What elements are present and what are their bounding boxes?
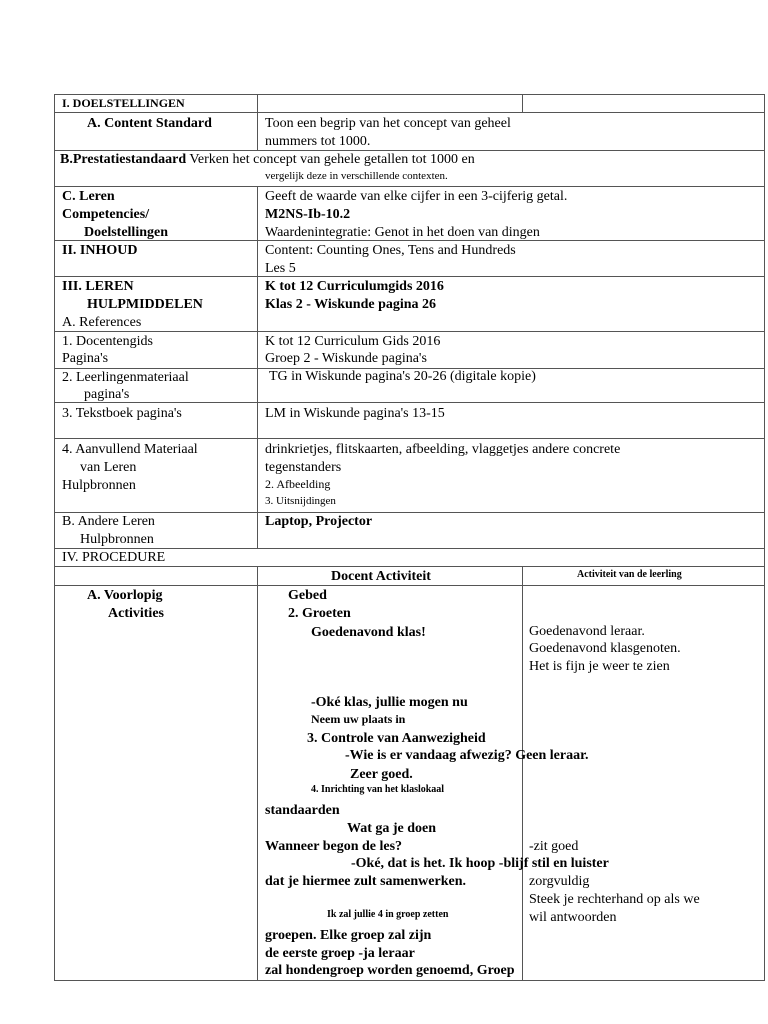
performance-standard-label: B.Prestatiestandaard <box>60 152 187 167</box>
competencies-label: Doelstellingen <box>84 225 168 240</box>
teacher-activity-text: standaarden <box>265 803 340 818</box>
competencies-label: Competencies/ <box>62 207 150 222</box>
table-line <box>54 980 765 981</box>
preliminary-activities-label: A. Voorlopig <box>87 588 163 603</box>
teacher-activity-text: 2. Groeten <box>288 606 351 621</box>
content-standard-text: Toon een begrip van het concept van geheel <box>265 116 511 131</box>
teacher-guide-label: Pagina's <box>62 351 109 366</box>
teacher-activity-text: groepen. Elke groep zal zijn <box>265 928 432 943</box>
additional-material-text: 2. Afbeelding <box>265 477 331 491</box>
curriculum-guide-title: K tot 12 Curriculumgids 2016 <box>265 279 444 294</box>
student-activity-text: -zit goed <box>529 839 579 854</box>
learner-material-label: 2. Leerlingenmateriaal <box>62 370 189 385</box>
student-activity-text: zorgvuldig <box>529 874 590 889</box>
table-line <box>54 276 765 277</box>
competencies-text: Geeft de waarde van elke cijfer in een 3-cijferig getal. <box>265 189 568 204</box>
student-activity-text: wil antwoorden <box>529 910 617 925</box>
student-activity-header: Activiteit van de leerling <box>577 569 682 580</box>
other-resources-label: Hulpbronnen <box>80 532 154 547</box>
teacher-activity-text: Zeer goed. <box>350 767 413 782</box>
teacher-activity-text: zal hondengroep worden genoemd, Groep <box>265 963 515 978</box>
table-line <box>257 94 258 150</box>
curriculum-guide-title: Klas 2 - Wiskunde pagina 26 <box>265 297 437 312</box>
additional-material-label: van Leren <box>80 460 137 475</box>
performance-standard-text: Verken het concept van gehele getallen tot 1000 en <box>186 152 475 167</box>
competency-code: M2NS-Ib-10.2 <box>265 207 351 222</box>
preliminary-activities-label: Activities <box>108 606 164 621</box>
additional-material-label: 4. Aanvullend Materiaal <box>62 442 198 457</box>
teacher-guide-text: K tot 12 Curriculum Gids 2016 <box>265 334 441 349</box>
additional-material-text: drinkrietjes, flitskaarten, afbeelding, vlaggetjes andere concrete <box>265 442 621 457</box>
student-activity-text: Steek je rechterhand op als we <box>529 892 700 907</box>
teacher-activity-text: 4. Inrichting van het klaslokaal <box>311 784 445 795</box>
competencies-label: C. Leren <box>62 189 115 204</box>
teacher-activity-header: Docent Activiteit <box>331 569 431 584</box>
table-line <box>522 566 523 981</box>
textbook-label: 3. Tekstboek pagina's <box>62 406 182 421</box>
table-line <box>54 438 765 439</box>
student-activity-text: Het is fijn je weer te zien <box>529 659 670 674</box>
section-title-objectives: I. DOELSTELLINGEN <box>62 96 185 110</box>
table-line <box>54 94 765 95</box>
performance-standard-row <box>60 151 475 169</box>
teacher-activity-text: Neem uw plaats in <box>311 712 406 726</box>
section-title-procedure: IV. PROCEDURE <box>62 550 166 565</box>
teacher-activity-text: dat je hiermee zult samenwerken. <box>265 874 467 889</box>
teacher-activity-text: -Wie is er vandaag afwezig? Geen leraar. <box>345 748 589 763</box>
section-title-content: II. INHOUD <box>62 243 138 258</box>
table-line <box>54 112 765 113</box>
table-line <box>54 512 765 513</box>
table-line <box>764 94 765 981</box>
learner-material-label: pagina's <box>84 387 130 402</box>
student-activity-text: Goedenavond klasgenoten. <box>529 641 681 656</box>
table-line <box>54 402 765 403</box>
table-line <box>257 566 258 981</box>
content-text: Les 5 <box>265 261 296 276</box>
teacher-activity-text: Gebed <box>288 588 327 603</box>
teacher-activity-text: de eerste groep -ja leraar <box>265 946 415 961</box>
teacher-activity-text: Goedenavond klas! <box>311 625 426 640</box>
table-line <box>54 94 55 981</box>
table-line <box>522 94 523 112</box>
teacher-activity-text: Wat ga je doen <box>347 821 437 836</box>
table-line <box>54 331 765 332</box>
additional-material-label: Hulpbronnen <box>62 478 136 493</box>
content-standard-label: A. Content Standard <box>87 116 212 131</box>
teacher-activity-text: -Oké, dat is het. Ik hoop -blijf stil en luister <box>351 856 609 871</box>
additional-material-text: tegenstanders <box>265 460 342 475</box>
student-activity-text: Goedenavond leraar. <box>529 624 645 639</box>
teacher-activity-text: Wanneer begon de les? <box>265 839 403 854</box>
other-resources-text: Laptop, Projector <box>265 514 373 529</box>
references-label: A. References <box>62 315 142 330</box>
competencies-text: Waardenintegratie: Genot in het doen van dingen <box>265 225 540 240</box>
additional-material-text: 3. Uitsnijdingen <box>265 495 336 507</box>
teacher-activity-text: 3. Controle van Aanwezigheid <box>307 731 486 746</box>
content-standard-text: nummers tot 1000. <box>265 134 371 149</box>
section-title-resources: HULPMIDDELEN <box>87 297 203 312</box>
teacher-guide-text: Groep 2 - Wiskunde pagina's <box>265 351 427 366</box>
textbook-text: LM in Wiskunde pagina's 13-15 <box>265 406 445 421</box>
teacher-activity-text: Ik zal jullie 4 in groep zetten <box>327 909 449 920</box>
table-line <box>54 186 765 187</box>
section-title-resources: III. LEREN <box>62 279 134 294</box>
learner-material-text: TG in Wiskunde pagina's 20-26 (digitale kopie) <box>269 369 536 384</box>
teacher-activity-text: -Oké klas, jullie mogen nu <box>311 695 468 710</box>
performance-standard-text: vergelijk deze in verschillende contexten. <box>265 170 448 182</box>
table-line <box>257 186 258 549</box>
teacher-guide-label: 1. Docentengids <box>62 334 153 349</box>
other-resources-label: B. Andere Leren <box>62 514 155 529</box>
content-text: Content: Counting Ones, Tens and Hundreds <box>265 243 516 258</box>
